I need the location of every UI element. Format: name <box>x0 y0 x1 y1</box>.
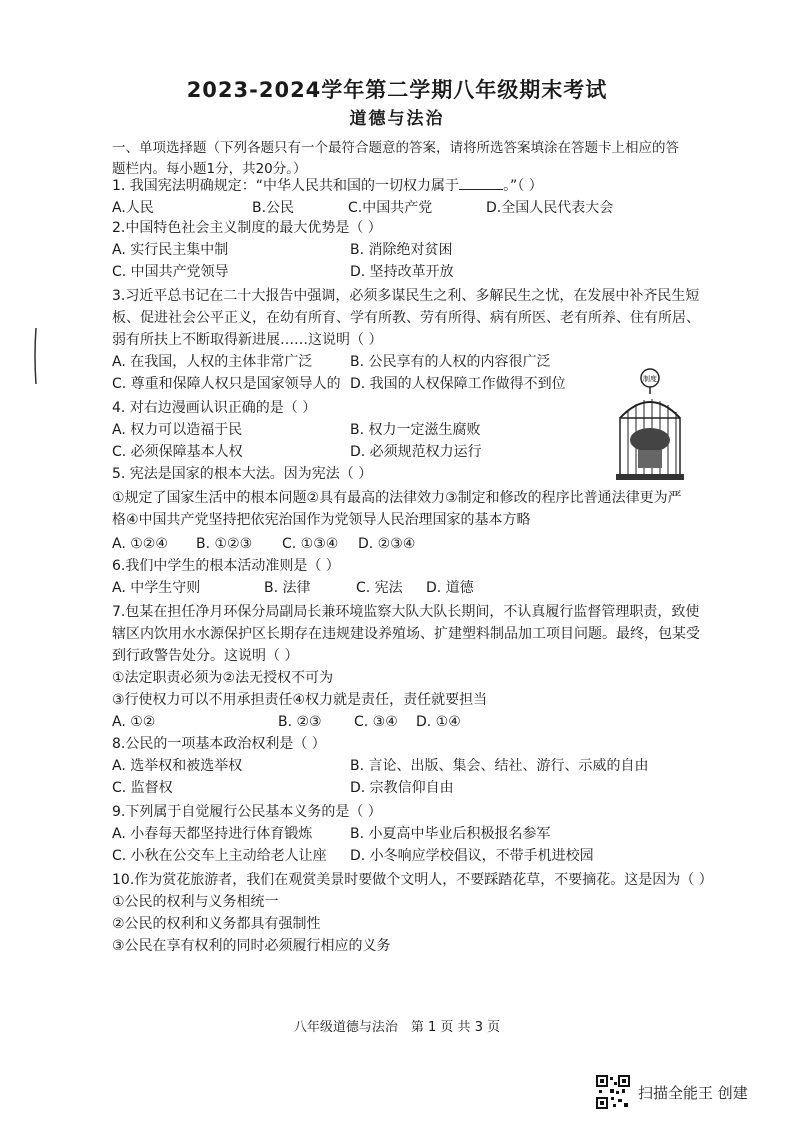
q5-option-c: C. ①③④ <box>282 536 339 552</box>
cartoon-label: 制度 <box>643 375 657 383</box>
scan-edge-mark <box>34 328 38 384</box>
question-10-statement-3: ③公民在享有权利的同时必须履行相应的义务 <box>112 938 391 954</box>
q8-option-b: B. 言论、出版、集会、结社、游行、示威的自由 <box>350 758 649 774</box>
q4-option-a: A. 权力可以造福于民 <box>112 422 243 438</box>
question-3-stem-line3: 弱有所扶上不断取得新进展……这说明（ ） <box>112 332 383 348</box>
q9-option-a: A. 小春每天都坚持进行体育锻炼 <box>112 826 313 842</box>
q5-option-d: D. ②③④ <box>358 536 416 552</box>
question-9-stem: 9.下列属于自觉履行公民基本义务的是（ ） <box>112 804 382 820</box>
question-6-stem: 6.我们中学生的根本活动准则是（ ） <box>112 558 340 574</box>
exam-subject: 道德与法治 <box>349 109 445 129</box>
question-10-stem: 10.作为赏花旅游者，我们在观赏美景时要做个文明人，不要踩踏花草，不要摘花。这是因为（ ） <box>112 872 713 888</box>
q1-option-b: B.公民 <box>252 200 295 216</box>
q3-option-d: D. 我国的人权保障工作做得不到位 <box>350 376 566 392</box>
q3-option-b: B. 公民享有的人权的内容很广泛 <box>350 354 551 370</box>
q8-option-d: D. 宗教信仰自由 <box>350 780 454 796</box>
question-7-statement-line2: ③行使权力可以不用承担责任④权力就是责任，责任就要担当 <box>112 692 488 708</box>
question-5-statement-line2: 格④中国共产党坚持把依宪治国作为党领导人民治理国家的基本方略 <box>112 512 531 528</box>
q2-option-c: C. 中国共产党领导 <box>112 264 229 280</box>
q9-option-d: D. 小冬响应学校倡议，不带手机进校园 <box>350 848 594 864</box>
q6-option-b: B. 法律 <box>264 580 311 596</box>
q7-option-d: D. ①④ <box>416 714 461 730</box>
q6-option-d: D. 道德 <box>426 580 474 596</box>
question-7-stem-line3: 到行政警告处分。这说明（ ） <box>112 648 299 664</box>
q2-option-d: D. 坚持改革开放 <box>350 264 454 280</box>
page-footer: 八年级道德与法治 第 1 页 共 3 页 <box>293 1020 501 1035</box>
question-2-stem: 2.中国特色社会主义制度的最大优势是（ ） <box>112 220 382 236</box>
q4-option-b: B. 权力一定滋生腐败 <box>350 422 481 438</box>
q1-option-c: C.中国共产党 <box>348 200 433 216</box>
q6-option-a: A. 中学生守则 <box>112 580 201 596</box>
q5-option-a: A. ①②④ <box>112 536 168 552</box>
answer-blank <box>459 177 503 190</box>
section-instructions: 一、单项选择题（下列各题只有一个最符合题意的答案，请将所选答案填涂在答题卡上相应的答题栏内。每小题1分，共20分。） <box>112 140 679 177</box>
q1-option-d: D.全国人民代表大会 <box>486 200 614 216</box>
q4-option-c: C. 必须保障基本人权 <box>112 444 243 460</box>
question-10-statement-2: ②公民的权利和义务都具有强制性 <box>112 916 321 932</box>
q9-option-c: C. 小秋在公交车上主动给老人让座 <box>112 848 327 864</box>
question-10-statement-1: ①公民的权利与义务相统一 <box>112 894 279 910</box>
q2-option-a: A. 实行民主集中制 <box>112 242 229 258</box>
question-1-stem: 1. 我国宪法明确规定：“中华人民共和国的一切权力属于 。”（ ） <box>112 178 543 194</box>
scanner-watermark <box>596 1075 748 1109</box>
question-5-statement-line1: ①规定了国家生活中的根本问题②具有最高的法律效力③制定和修改的程序比普通法律更为严 <box>112 490 682 506</box>
exam-title: 2023-2024学年第二学期八年级期末考试 <box>186 78 608 102</box>
q6-option-c: C. 宪法 <box>356 580 403 596</box>
q8-option-a: A. 选举权和被选举权 <box>112 758 243 774</box>
watermark-text: 扫描全能王 创建 <box>638 1083 748 1102</box>
question-3-stem-line1: 3.习近平总书记在二十大报告中强调，必须多谋民生之利、多解民生之忧，在发展中补齐民生短 <box>112 288 700 304</box>
q3-option-c: C. 尊重和保障人权只是国家领导人的 <box>112 376 341 392</box>
q5-option-b: B. ①②③ <box>196 536 253 552</box>
question-8-stem: 8.公民的一项基本政治权利是（ ） <box>112 736 326 752</box>
question-3-stem-line2: 板、促进社会公平正义，在幼有所育、学有所教、劳有所得、病有所医、老有所养、住有所居、 <box>112 310 700 326</box>
q8-option-c: C. 监督权 <box>112 780 173 796</box>
question-7-stem-line2: 辖区内饮用水水源保护区长期存在违规建设养殖场、扩建塑料制品加工项目问题。最终，包某受 <box>112 626 700 642</box>
q2-option-b: B. 消除绝对贫困 <box>350 242 453 258</box>
q7-option-c: C. ③④ <box>354 714 398 730</box>
question-7-statement-line1: ①法定职责必须为②法无授权不可为 <box>112 670 334 686</box>
qr-code-icon <box>596 1075 630 1109</box>
question-5-stem: 5. 宪法是国家的根本大法。因为宪法（ ） <box>112 466 373 482</box>
q3-option-a: A. 在我国，人权的主体非常广泛 <box>112 354 313 370</box>
question-4-stem: 4. 对右边漫画认识正确的是（ ） <box>112 400 317 416</box>
q1-option-a: A.人民 <box>112 200 154 216</box>
q9-option-b: B. 小夏高中毕业后积极报名参军 <box>350 826 551 842</box>
birdcage-cartoon-icon <box>610 368 690 488</box>
question-7-stem-line1: 7.包某在担任净月环保分局副局长兼环境监察大队大队长期间，不认真履行监督管理职责，致使 <box>112 604 700 620</box>
q4-option-d: D. 必须规范权力运行 <box>350 444 482 460</box>
q7-option-b: B. ②③ <box>278 714 322 730</box>
q7-option-a: A. ①② <box>112 714 156 730</box>
